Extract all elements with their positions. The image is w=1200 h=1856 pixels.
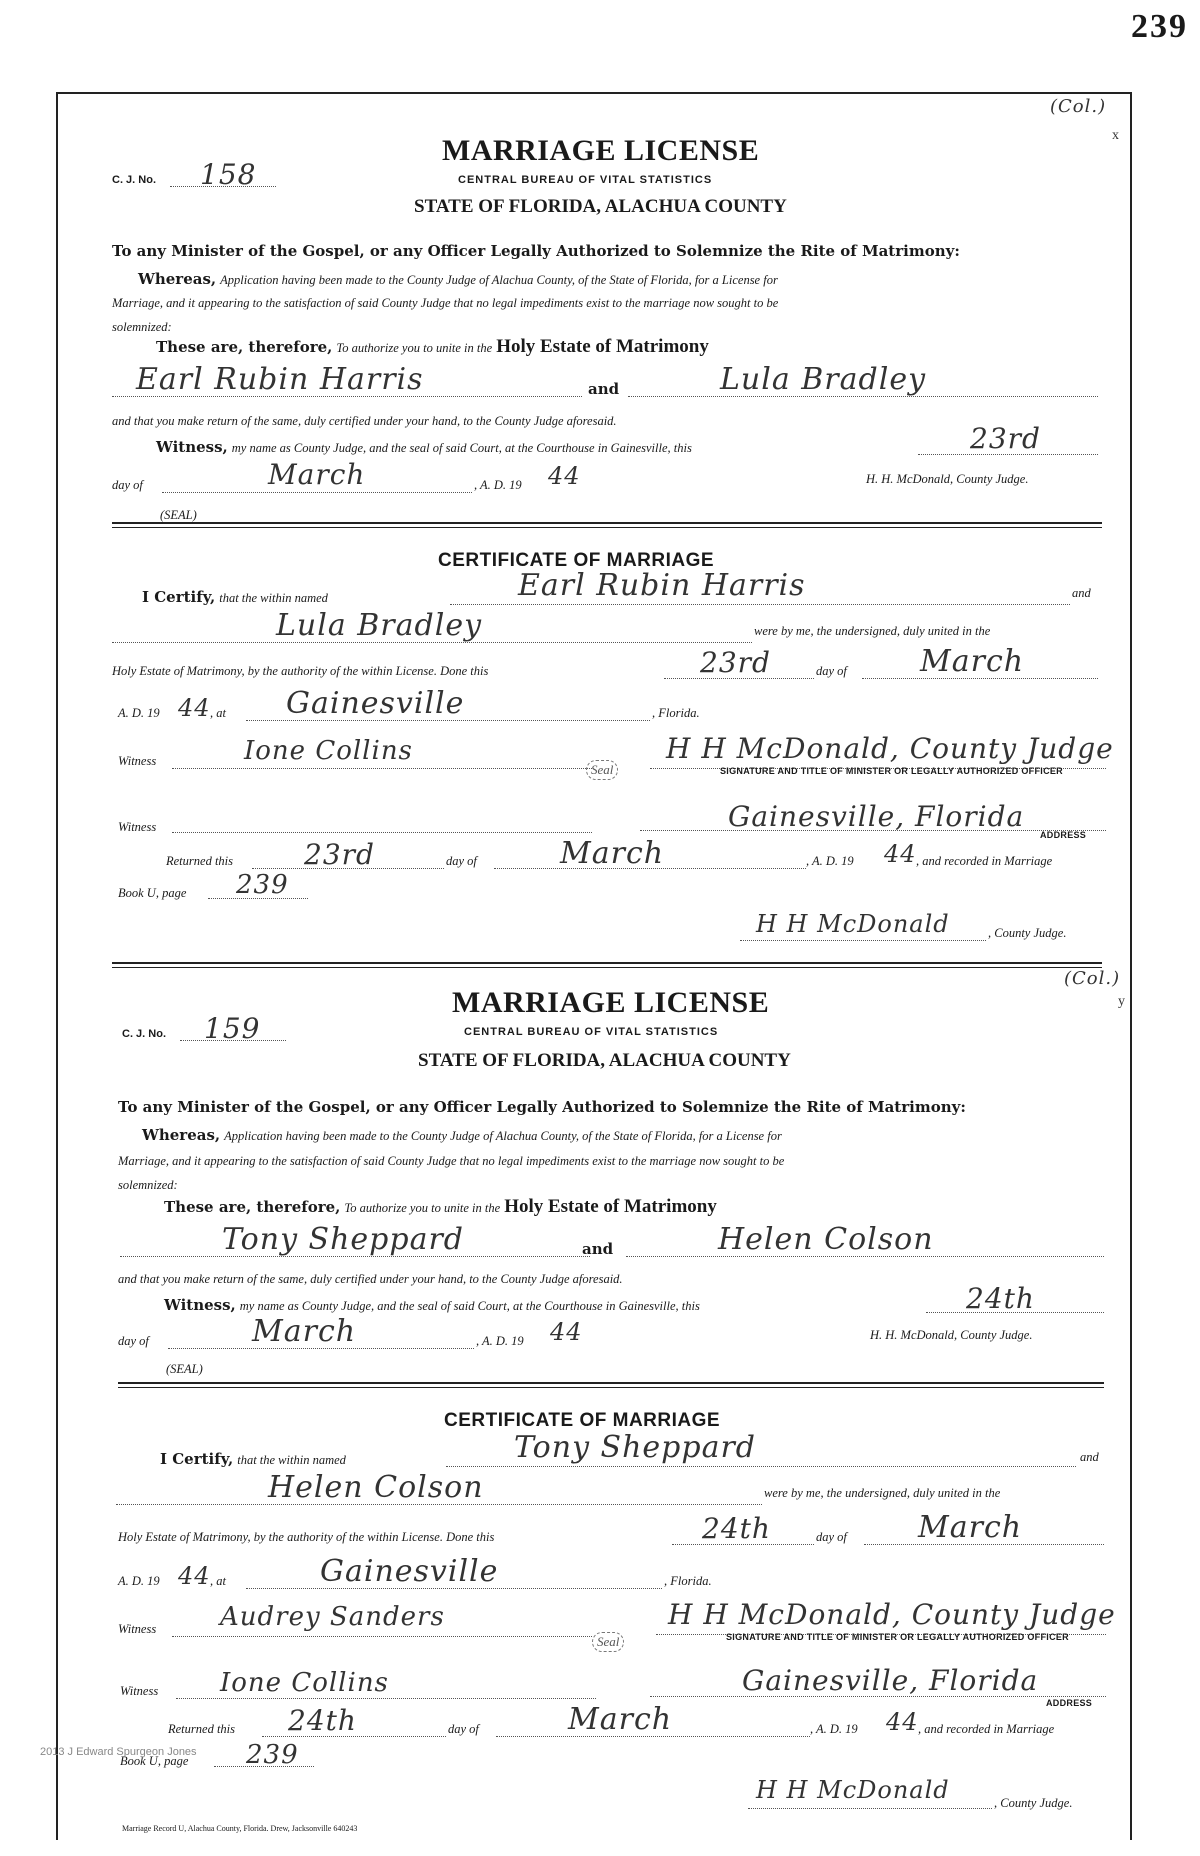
witness-head: Witness, <box>164 1296 236 1314</box>
witness2-line <box>176 1698 596 1699</box>
and-word: and <box>588 380 620 398</box>
witness2-line <box>172 832 592 833</box>
officer-signature: H H McDonald, County Judge <box>666 732 1114 765</box>
license-year: 44 <box>550 1318 583 1346</box>
whereas-head: Whereas, <box>142 1126 221 1144</box>
ad-label: , A. D. 19 <box>474 478 522 492</box>
county-sig-line <box>748 1808 992 1809</box>
certify-text: that the within named <box>237 1453 346 1467</box>
returned-month: March <box>568 1702 673 1737</box>
day-of-label: day of <box>112 478 143 492</box>
cert-ad: A. D. 19 <box>118 1574 160 1588</box>
these-head: These are, therefore, <box>156 338 333 356</box>
certify-head: I Certify, <box>160 1450 234 1468</box>
cert-place: Gainesville <box>320 1554 499 1589</box>
cj-label: C. J. No. <box>122 1028 167 1040</box>
bride-name: Helen Colson <box>718 1222 934 1257</box>
corner-mark: y <box>1118 994 1125 1009</box>
sig-caption: SIGNATURE AND TITLE OF MINISTER OR LEGALLY AUTHORIZED OFFICER <box>726 1632 1069 1642</box>
cert-title: CERTIFICATE OF MARRIAGE <box>444 1410 721 1431</box>
certify-line <box>160 1450 346 1469</box>
book-label: Book U, page <box>118 886 187 900</box>
bureau-label: CENTRAL BUREAU OF VITAL STATISTICS <box>458 174 713 186</box>
witness-text: my name as County Judge, and the seal of said Court, at the Courthouse in Gainesville, this <box>239 1299 700 1313</box>
book-page: 239 <box>246 1740 299 1770</box>
county-sig-line <box>740 940 986 941</box>
whereas-text-3: solemnized: <box>118 1178 178 1192</box>
returned-year: 44 <box>886 1708 919 1736</box>
address-label: ADDRESS <box>1046 1698 1093 1708</box>
certify-text: that the within named <box>219 591 328 605</box>
license-title: MARRIAGE LICENSE <box>452 986 770 1019</box>
whereas-text-3: solemnized: <box>112 320 172 334</box>
whereas-line-1 <box>138 270 778 289</box>
officer-address: Gainesville, Florida <box>728 800 1025 833</box>
county-signature: H H McDonald <box>756 1776 950 1804</box>
bureau-label: CENTRAL BUREAU OF VITAL STATISTICS <box>464 1026 719 1038</box>
certify-line <box>142 588 328 607</box>
recorded-text: , and recorded in Marriage <box>916 854 1053 868</box>
record-separator <box>112 962 1102 968</box>
book-page: 239 <box>236 870 289 900</box>
col-note: (Col.) <box>1050 96 1107 117</box>
whereas-head: Whereas, <box>138 270 217 288</box>
groom-name: Tony Sheppard <box>222 1222 465 1257</box>
book-label: Book U, page <box>120 1754 189 1768</box>
returned-year: 44 <box>884 840 917 868</box>
witness1-label: Witness <box>118 1622 157 1636</box>
whereas-text-2: Marriage, and it appearing to the satisfaction of said County Judge that no legal impediments exist to the marriage now sought to be <box>118 1154 785 1168</box>
cert-year: 44 <box>178 1562 211 1590</box>
returned-day-of: day of <box>446 854 477 868</box>
returned-ad: , A. D. 19 <box>810 1722 858 1736</box>
cert-groom: Earl Rubin Harris <box>518 568 806 603</box>
whereas-text-1: Application having been made to the County Judge of Alachua County, of the State of Florida, for a License for <box>224 1129 782 1143</box>
witness1-name: Ione Collins <box>244 736 413 766</box>
judge-name: H. H. McDonald, County Judge. <box>870 1328 1033 1342</box>
section-divider <box>112 522 1102 528</box>
holy-text: Holy Estate of Matrimony, by the authority of the within License. Done this <box>112 664 489 678</box>
address-label: ADDRESS <box>1040 830 1087 840</box>
seal-stamp: Seal <box>592 1632 624 1652</box>
these-line <box>156 336 709 358</box>
cert-and: and <box>1080 1450 1099 1464</box>
license-day: 23rd <box>970 422 1041 455</box>
to-any-line: To any Minister of the Gospel, or any Officer Legally Authorized to Solemnize the Rite of Matrimony: <box>118 1098 966 1116</box>
watermark: 2013 J Edward Spurgeon Jones <box>40 1746 197 1758</box>
witness2-label: Witness <box>120 1684 159 1698</box>
cert-groom-line <box>446 1466 1076 1467</box>
section-divider <box>118 1382 1104 1388</box>
recorded-text: , and recorded in Marriage <box>918 1722 1055 1736</box>
cj-number: 159 <box>204 1012 261 1045</box>
and-word: and <box>582 1240 614 1258</box>
sig-caption: SIGNATURE AND TITLE OF MINISTER OR LEGALLY AUTHORIZED OFFICER <box>720 766 1063 776</box>
certify-head: I Certify, <box>142 588 216 606</box>
bride-name: Lula Bradley <box>720 362 927 397</box>
return-text: and that you make return of the same, duly certified under your hand, to the County Judge aforesaid. <box>112 414 617 428</box>
cert-groom: Tony Sheppard <box>514 1430 757 1465</box>
officer-address: Gainesville, Florida <box>742 1664 1039 1697</box>
witness1-line <box>172 768 592 769</box>
officer-signature: H H McDonald, County Judge <box>668 1598 1116 1631</box>
license-title: MARRIAGE LICENSE <box>442 134 760 167</box>
whereas-text-1: Application having been made to the County Judge of Alachua County, of the State of Florida, for a License for <box>220 273 778 287</box>
these-text: To authorize you to unite in the <box>344 1201 501 1215</box>
cert-day-of: day of <box>816 664 847 678</box>
witness2-name: Ione Collins <box>220 1668 389 1698</box>
cert-bride: Lula Bradley <box>276 608 483 643</box>
state-title: STATE OF FLORIDA, ALACHUA COUNTY <box>414 196 787 217</box>
witness-line <box>164 1296 700 1315</box>
groom-name: Earl Rubin Harris <box>136 362 424 397</box>
cert-day: 24th <box>702 1512 771 1545</box>
cert-day-of: day of <box>816 1530 847 1544</box>
returned-day: 24th <box>288 1704 357 1737</box>
cj-label: C. J. No. <box>112 174 157 186</box>
cert-title: CERTIFICATE OF MARRIAGE <box>438 550 715 571</box>
county-judge-label: , County Judge. <box>988 926 1067 940</box>
license-month: March <box>252 1314 357 1349</box>
license-day: 24th <box>966 1282 1035 1315</box>
seal-label: (SEAL) <box>160 508 197 522</box>
florida-label: , Florida. <box>664 1574 712 1588</box>
witness1-line <box>172 1636 592 1637</box>
returned-label: Returned this <box>166 854 234 868</box>
cert-month: March <box>920 644 1025 679</box>
seal-stamp: Seal <box>586 760 618 780</box>
returned-label: Returned this <box>168 1722 236 1736</box>
cj-number: 158 <box>200 158 257 191</box>
witness-head: Witness, <box>156 438 228 456</box>
these-line <box>164 1196 717 1218</box>
whereas-text-2: Marriage, and it appearing to the satisfaction of said County Judge that no legal impediments exist to the marriage now sought to be <box>112 296 779 310</box>
returned-day-of: day of <box>448 1722 479 1736</box>
at-label: , at <box>210 1574 226 1588</box>
license-month-line <box>162 492 472 493</box>
witness-text: my name as County Judge, and the seal of said Court, at the Courthouse in Gainesville, this <box>231 441 692 455</box>
united-text: were by me, the undersigned, duly united in the <box>754 624 991 638</box>
cert-day: 23rd <box>700 646 771 679</box>
witness1-name: Audrey Sanders <box>220 1602 445 1632</box>
to-any-line: To any Minister of the Gospel, or any Officer Legally Authorized to Solemnize the Rite of Matrimony: <box>112 242 960 260</box>
cert-ad: A. D. 19 <box>118 706 160 720</box>
holy-estate: Holy Estate of Matrimony <box>496 336 709 357</box>
county-signature: H H McDonald <box>756 910 950 938</box>
day-of-label: day of <box>118 1334 149 1348</box>
returned-month: March <box>560 836 665 871</box>
whereas-line-1 <box>142 1126 782 1145</box>
officer-address-line <box>650 1696 1106 1697</box>
florida-label: , Florida. <box>652 706 700 720</box>
at-label: , at <box>210 706 226 720</box>
cert-month: March <box>918 1510 1023 1545</box>
cert-bride: Helen Colson <box>268 1470 484 1505</box>
holy-estate: Holy Estate of Matrimony <box>504 1196 717 1217</box>
returned-ad: , A. D. 19 <box>806 854 854 868</box>
these-text: To authorize you to unite in the <box>336 341 493 355</box>
cert-and: and <box>1072 586 1091 600</box>
witness-line <box>156 438 692 457</box>
officer-address-line <box>640 830 1106 831</box>
license-year: 44 <box>548 462 581 490</box>
cert-place: Gainesville <box>286 686 465 721</box>
united-text: were by me, the undersigned, duly united in the <box>764 1486 1001 1500</box>
cert-year: 44 <box>178 694 211 722</box>
state-title: STATE OF FLORIDA, ALACHUA COUNTY <box>418 1050 791 1071</box>
seal-label: (SEAL) <box>166 1362 203 1376</box>
page-number: 239 <box>1131 8 1188 45</box>
cert-groom-line <box>450 604 1070 605</box>
witness1-label: Witness <box>118 754 157 768</box>
judge-name: H. H. McDonald, County Judge. <box>866 472 1029 486</box>
county-judge-label: , County Judge. <box>994 1796 1073 1810</box>
returned-day: 23rd <box>304 838 375 871</box>
footer-imprint: Marriage Record U, Alachua County, Florida. Drew, Jacksonville 640243 <box>122 1824 358 1833</box>
these-head: These are, therefore, <box>164 1198 341 1216</box>
corner-mark: x <box>1112 128 1119 143</box>
ad-label: , A. D. 19 <box>476 1334 524 1348</box>
return-text: and that you make return of the same, duly certified under your hand, to the County Judge aforesaid. <box>118 1272 623 1286</box>
holy-text: Holy Estate of Matrimony, by the authority of the within License. Done this <box>118 1530 495 1544</box>
license-month: March <box>268 458 366 491</box>
col-note: (Col.) <box>1064 968 1121 989</box>
witness2-label: Witness <box>118 820 157 834</box>
